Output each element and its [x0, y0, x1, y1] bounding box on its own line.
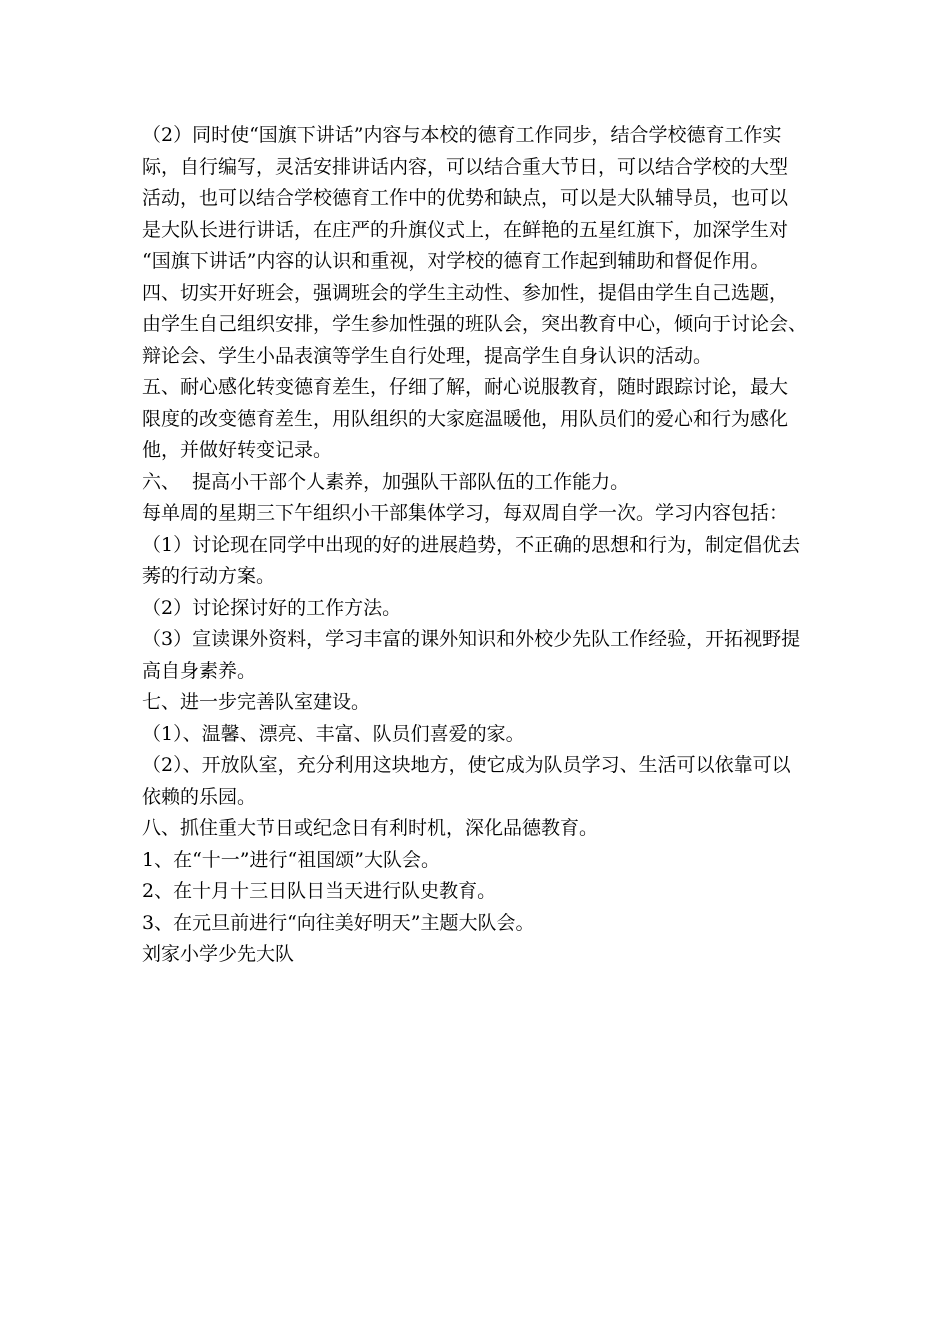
- text-line: 依赖的乐园。: [142, 785, 257, 808]
- text-line: 际，自行编写，灵活安排讲话内容，可以结合重大节日，可以结合学校的大型: [142, 155, 789, 178]
- paragraph-event-item-2: [142, 876, 810, 908]
- text-line: 活动，也可以结合学校德育工作中的优势和缺点，可以是大队辅导员，也可以: [142, 187, 789, 209]
- text-line: （3）宣读课外资料，学习丰富的课外知识和外校少先队工作经验，开拓视野提: [142, 628, 801, 650]
- text-line: “国旗下讲话”内容的认识和重视，对学校的德育工作起到辅助和督促作用。: [142, 250, 770, 272]
- text-line: 由学生自己组织安排，学生参加性强的班队会，突出教育中心，倾向于讨论会、: [142, 313, 808, 335]
- paragraph-study-item-1: [142, 530, 810, 593]
- text-line: （1）讨论现在同学中出现的好的进展趋势，不正确的思想和行为，制定倡优去: [142, 533, 801, 556]
- text-line: 莠的行动方案。: [142, 565, 276, 587]
- text-line: 辩论会、学生小品表演等学生自行处理，提高学生自身认识的活动。: [142, 344, 713, 367]
- text-line: 八、抓住重大节日或纪念日有利时机，深化品德教育。: [142, 817, 599, 839]
- paragraph-study-item-3: [142, 624, 810, 687]
- text-line: （2）、开放队室，充分利用这块地方，使它成为队员学习、生活可以依靠可以: [142, 754, 791, 776]
- paragraph-room-item-1: [142, 719, 810, 751]
- paragraph-section-seven-heading: [142, 687, 810, 719]
- paragraph-room-item-2: [142, 750, 810, 813]
- paragraph-event-item-1: [142, 845, 810, 877]
- text-line: 3、在元旦前进行“向往美好明天”主题大队会。: [142, 911, 535, 934]
- text-line: 六、 提高小干部个人素养，加强队干部队伍的工作能力。: [142, 470, 630, 493]
- paragraph-study-item-2: [142, 593, 810, 625]
- text-line: 1、在“十一”进行“祖国颂”大队会。: [142, 848, 440, 871]
- text-line: 五、耐心感化转变德育差生，仔细了解，耐心说服教育，随时跟踪讨论，最大: [142, 376, 789, 398]
- signature-line: [142, 939, 810, 971]
- text-line: 七、进一步完善队室建设。: [142, 691, 371, 713]
- text-line: 高自身素养。: [142, 659, 257, 682]
- paragraph-study-schedule: [142, 498, 810, 530]
- text-line: 四、切实开好班会，强调班会的学生主动性、参加性，提倡由学生自己选题，: [142, 281, 789, 304]
- paragraph-event-item-3: [142, 908, 810, 940]
- document-page: [142, 120, 810, 971]
- text-line: 他，并做好转变记录。: [142, 439, 333, 461]
- paragraph-section-four: [142, 278, 810, 373]
- paragraph-section-five: [142, 372, 810, 467]
- text-line: 刘家小学少先大队: [142, 943, 295, 965]
- text-line: 每单周的星期三下午组织小干部集体学习，每双周自学一次。学习内容包括：: [142, 502, 789, 524]
- text-line: （2）同时使“国旗下讲话”内容与本校的德育工作同步，结合学校德育工作实: [142, 124, 782, 146]
- paragraph-flag-speech: [142, 120, 810, 278]
- text-line: 限度的改变德育差生，用队组织的大家庭温暖他，用队员们的爱心和行为感化: [142, 407, 789, 430]
- paragraph-section-six-heading: [142, 467, 810, 499]
- text-line: （1）、温馨、漂亮、丰富、队员们喜爱的家。: [142, 722, 525, 745]
- paragraph-section-eight-heading: [142, 813, 810, 845]
- text-line: （2）讨论探讨好的工作方法。: [142, 596, 402, 619]
- text-line: 是大队长进行讲话，在庄严的升旗仪式上，在鲜艳的五星红旗下，加深学生对: [142, 218, 789, 241]
- text-line: 2、在十月十三日队日当天进行队史教育。: [142, 880, 497, 902]
